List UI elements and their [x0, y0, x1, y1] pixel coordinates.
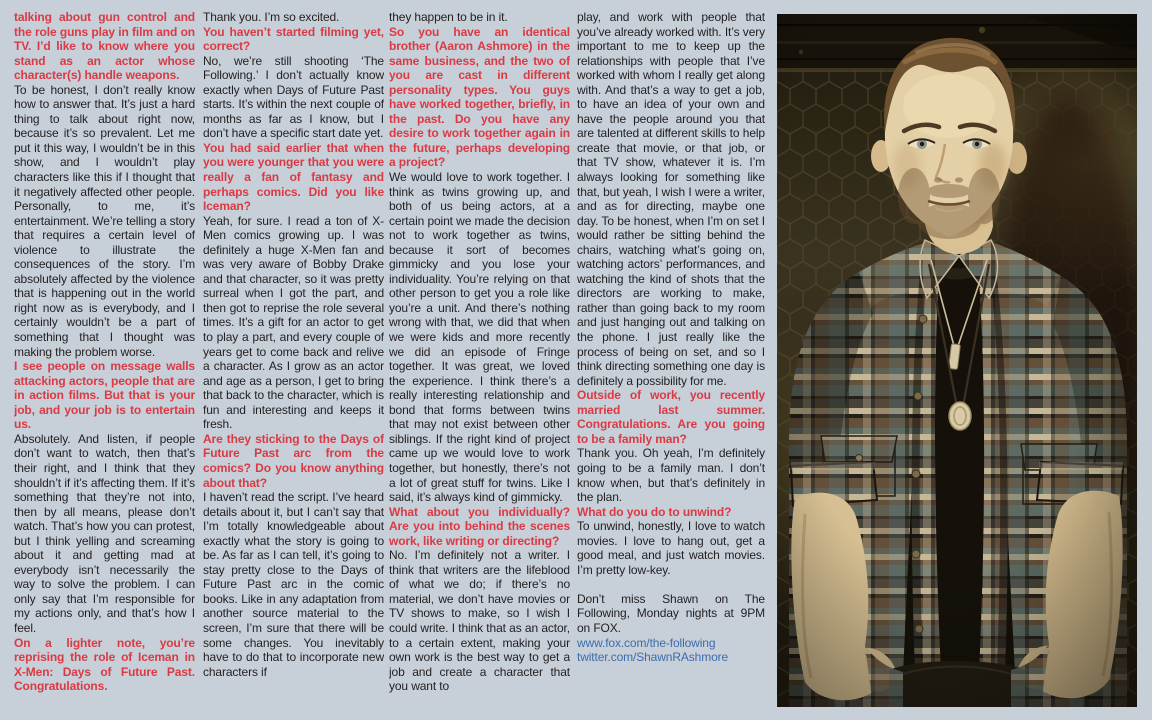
interview-question: talking about gun control and the role guns play in film and on TV. I’d like to know where you stand as an actor whose character(s) handle weapons. [14, 10, 195, 83]
interview-question: So you have an identical brother (Aaron Ashmore) in the same business, and the two of you are cast in different personality types. You guys have worked together, briefly, in the past. Do you have any desire to work together again in the future, perhaps developing a project? [389, 24, 570, 170]
twitter-link[interactable]: twitter.com/ShawnRAshmore [577, 650, 729, 665]
interview-answer: I haven’t read the script. I’ve heard details about it, but I can’t say that I’m totally knowledgeable about exactly what the story is going to be. As far as I can tell, it’s going to stay pretty close to the Days of Future Past arc in the comic books. Like in any adaptation from another source material to the screen, I’m sure that there will be some changes. You inevitably have to do that to incorporate new characters if [203, 490, 384, 679]
interview-answer: Thank you. Oh yeah, I’m definitely going to be a family man. I don’t know when, but that’s definitely in the plan. [577, 446, 765, 505]
article-column-4 [577, 10, 765, 714]
portrait-illustration [777, 14, 1137, 707]
interview-question: On a lighter note, you’re reprising the role of Iceman in X-Men: Days of Future Past. Congratulations. [14, 635, 195, 694]
shawn-ashmore-photo [777, 14, 1137, 707]
article-column-1 [14, 10, 195, 714]
interview-question: I see people on message walls attacking actors, people that are in action films. But that is your job, and your job is to entertain us. [14, 359, 195, 432]
interview-answer: No, we’re still shooting ‘The Following.’ I don’t actually know exactly when Days of Future Past starts. It’s within the next couple of months as far as I know, but I don’t have a specific start date yet. [203, 53, 384, 141]
interview-question: Are they sticking to the Days of Future Past arc from the comics? Do you know anything about that? [203, 431, 384, 490]
website-link[interactable]: www.fox.com/the-following [577, 635, 716, 650]
interview-answer: Absolutely. And listen, if people don’t want to watch, then that’s their right, and I think that they shouldn’t if it’s affecting them. If it’s something that they’re not into, then by all means, please don’t watch. That’s how you can protest, but I think yelling and screaming about it and getting mad at everybody isn’t necessarily the way to solve the problem. I can only say that I’m responsible for my actions only, and that’s how I feel. [14, 431, 195, 635]
interview-answer: No. I’m definitely not a writer. I think that writers are the lifeblood of what we do; if there’s no material, we don’t have movies or TV shows to make, so I wish I could write. I think that as an actor, to a certain extent, making your own work is the best way to get a job and create a character that you want to [389, 548, 570, 694]
vignette [777, 14, 1137, 707]
interview-answer: To be honest, I don’t really know how to answer that. It’s just a hard thing to talk about right now, because it’s so prevalent. Let me put it this way, I wouldn’t be in this show, and I wouldn’t play characters like this if I thought that it negatively affected other people. Personally, to me, it’s entertainment. We’re telling a story that requires a certain level of violence to illustrate the consequences of the story. I’m absolutely affected by the violence that is happening out in the world right now as is everybody, and I certainly wouldn’t be a part of something that I thought was making the problem worse. [14, 82, 195, 359]
interview-answer: We would love to work together. I think as twins growing up, and both of us being actors, at a certain point we made the decision not to work together as twins, because it sort of becomes gimmicky and you lose your individuality. You’re relying on that other person to get you a role like you’re a unit. And there’s nothing wrong with that, we did that when we were kids and more recently we did an episode of Fringe together. It was great, we loved the experience. I think there’s a really interesting relationship and bond that forms between twins that may not exist between other siblings. If the right kind of project came up we would love to work together, but honestly, there’s not a lot of great stuff for twins. Like I said, it’s always kind of gimmicky. [389, 170, 570, 505]
article-column-2 [203, 10, 384, 714]
closing-note: Don’t miss Shawn on The Following, Monday nights at 9PM on FOX. [577, 591, 765, 635]
interview-answer: Yeah, for sure. I read a ton of X-Men comics growing up. I was definitely a huge X-Men fan and was very aware of Bobby Drake and that character, so it was pretty surreal when I got the part, and then got to reprise the role several times. It’s a gift for an actor to get to play a part, and every couple of years get to come back and relive a character. As I grow as an actor and age as a person, I get to bring that back to the character, which is fun and interesting and keeps it fresh. [203, 213, 384, 432]
interview-answer: To unwind, honestly, I love to watch movies. I love to hang out, get a good meal, and just watch movies. I’m pretty low-key. [577, 519, 765, 577]
interview-answer: play, and work with people that you’ve already worked with. It’s very important to me to keep up the relationships with people that I’ve worked with whom I really get along with. And that’s a way to get a job, to have an idea of your own and have the people around you that are talented at different skills to help create that movie, or that job, or that TV show, whatever it is. I’m always looking for something like that, but yeah, I wish I were a writer, and as for directing, maybe one day. To be honest, when I’m on set I would rather be sitting behind the chairs, watching what’s going on, watching actors’ performances, and watching the kind of shots that the directors are working to make, rather than going back to my room and just hanging out and talking on the phone. I just really like the process of being on set, and so I think directing something one day is definitely a possibility for me. [577, 10, 765, 388]
interview-question: Outside of work, you recently married last summer. Congratulations. Are you going to be a family man? [577, 388, 765, 446]
interview-answer: Thank you. I’m so excited. [203, 10, 340, 24]
interview-question: What do you do to unwind? [577, 504, 732, 519]
interview-question: You haven’t started filming yet, correct? [203, 24, 384, 54]
article-column-3 [389, 10, 570, 714]
interview-question: What about you individually? Are you into behind the scenes work, like writing or directing? [389, 504, 570, 548]
interview-question: You had said earlier that when you were younger that you were really a fan of fantasy and perhaps comics. Did you like Iceman? [203, 140, 384, 214]
interview-answer: they happen to be in it. [389, 10, 508, 24]
